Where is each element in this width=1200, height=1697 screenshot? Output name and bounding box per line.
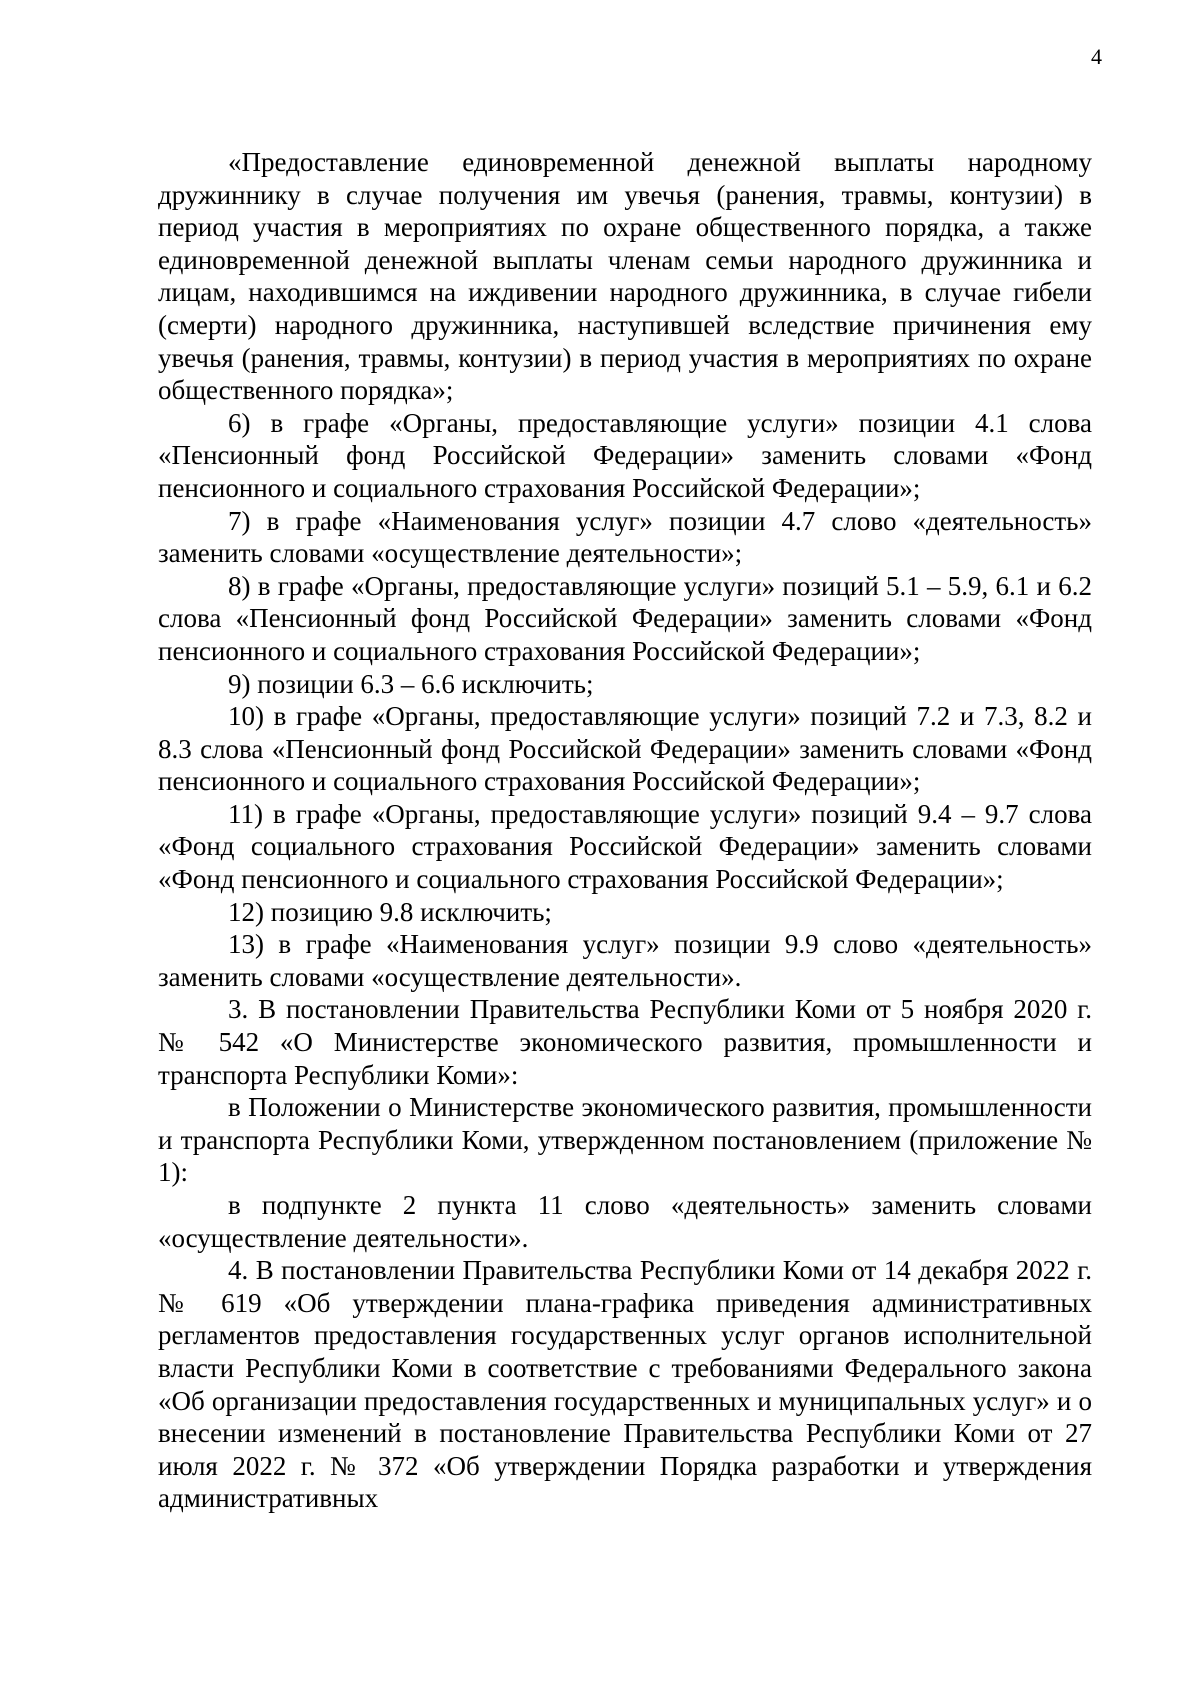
paragraph-quoted-service-name: «Предоставление единовременной денежной выплаты народному дружиннику в случае получения им увечья (ранения, травмы, контузии) в период участия в мероприятиях по охране общественного порядка, а также единовременной денежной выплаты членам семьи народного дружинника и лицам, находившимся на иждивении народного дружинника, в случае гибели (смерти) народного дружинника, наступившей вследствие причинения ему увечья (ранения, травмы, контузии) в период участия в мероприятиях по охране общественного порядка»; bbox=[158, 147, 1092, 406]
paragraph-item-6: 6) в графе «Органы, предоставляющие услуги» позиции 4.1 слова «Пенсионный фонд Российской Федерации» заменить словами «Фонд пенсионного и социального страхования Российской Федерации»; bbox=[158, 407, 1092, 503]
paragraph-item-10: 10) в графе «Органы, предоставляющие услуги» позиций 7.2 и 7.3, 8.2 и 8.3 слова «Пенсионный фонд Российской Федерации» заменить словами «Фонд пенсионного и социального страхования Российской Федерации»; bbox=[158, 701, 1092, 797]
page-number: 4 bbox=[1091, 44, 1102, 69]
paragraph-item-11: 11) в графе «Органы, предоставляющие услуги» позиций 9.4 – 9.7 слова «Фонд социального страхования Российской Федерации» заменить словами «Фонд пенсионного и социального страхования Российской Федерации»; bbox=[158, 798, 1092, 895]
paragraph-section-3-regulation: в Положении о Министерстве экономического развития, промышленности и транспорта Республики Коми, утвержденном постановлением (приложение № 1): bbox=[158, 1092, 1092, 1188]
paragraph-section-4: 4. В постановлении Правительства Республики Коми от 14 декабря 2022 г. № 619 «Об утверждении плана-графика приведения административных регламентов предоставления государственных услуг органов исполнительной власти Республики Коми в соответствие с требованиями Федерального закона «Об организации предоставления государственных и муниципальных услуг» и о внесении изменений в постановление Правительства Республики Коми от 27 июля 2022 г. № 372 «Об утверждении Порядка разработки и утверждения административных bbox=[158, 1255, 1092, 1514]
paragraph-item-7: 7) в графе «Наименования услуг» позиции 4.7 слово «деятельность» заменить словами «осуществление деятельности»; bbox=[158, 505, 1092, 569]
paragraph-section-3-subclause: в подпункте 2 пункта 11 слово «деятельность» заменить словами «осуществление деятельности». bbox=[158, 1190, 1092, 1253]
paragraph-section-3: 3. В постановлении Правительства Республики Коми от 5 ноября 2020 г. № 542 «О Министерстве экономического развития, промышленности и транспорта Республики Коми»: bbox=[158, 994, 1092, 1090]
document-body bbox=[158, 146, 1092, 1515]
paragraph-item-13: 13) в графе «Наименования услуг» позиции 9.9 слово «деятельность» заменить словами «осуществление деятельности». bbox=[158, 929, 1092, 992]
paragraph-item-12: 12) позицию 9.8 исключить; bbox=[228, 896, 552, 927]
paragraph-item-8: 8) в графе «Органы, предоставляющие услуги» позиций 5.1 – 5.9, 6.1 и 6.2 слова «Пенсионный фонд Российской Федерации» заменить словами «Фонд пенсионного и социального страхования Российской Федерации»; bbox=[158, 570, 1092, 666]
paragraph-item-9: 9) позиции 6.3 – 6.6 исключить; bbox=[228, 668, 594, 699]
